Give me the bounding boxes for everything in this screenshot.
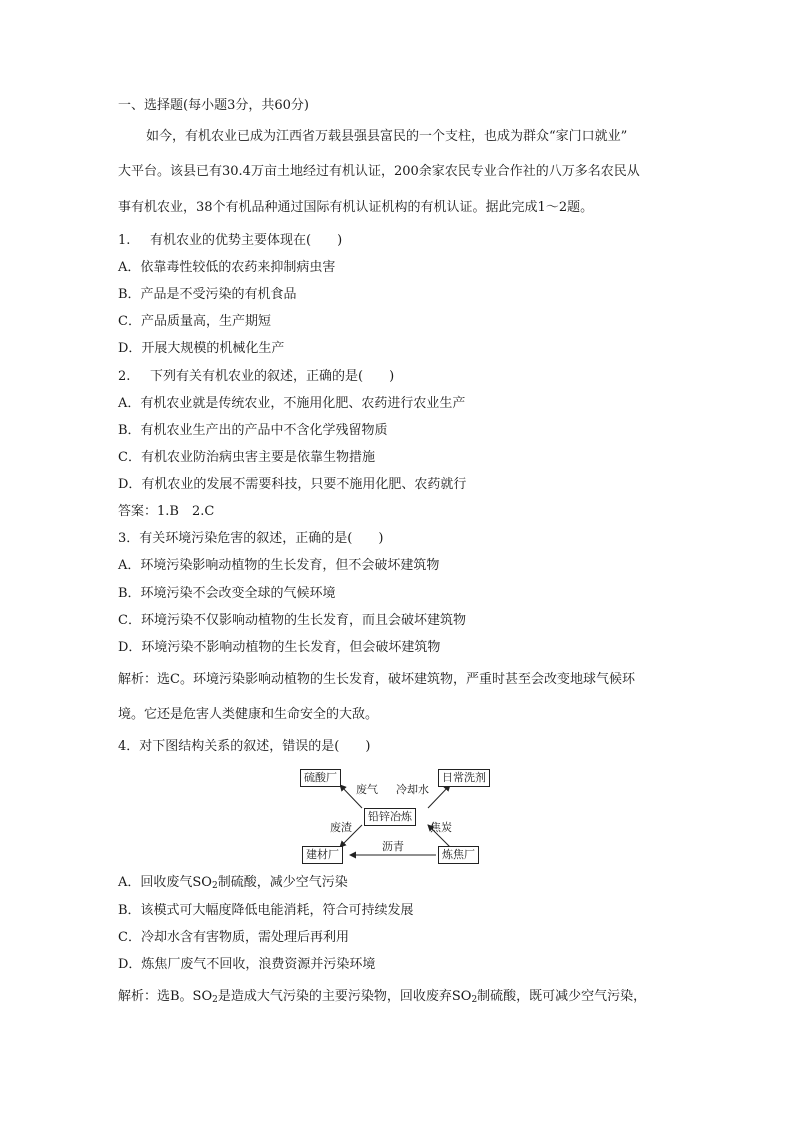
answer-1-2: 答案：1.B 2.C: [118, 504, 215, 519]
arrow-cooling-water: [428, 785, 450, 808]
q1-option-d: D．开展大规模的机械化生产: [118, 341, 285, 356]
question-4-number: 4．: [118, 739, 140, 754]
question-2: [118, 368, 394, 386]
question-3-stem: 有关环境污染危害的叙述，正确的是( ): [139, 531, 384, 546]
q3-option-b: B．环境污染不会改变全球的气候环境: [118, 586, 336, 601]
q4-option-a-rest: 制硫酸，减少空气污染: [217, 875, 348, 890]
node-daily-detergent: 日常洗剂: [438, 769, 490, 787]
node-lead-zinc-smelting: 铅锌冶炼: [364, 808, 416, 826]
q4-option-b: B．该模式可大幅度降低电能消耗，符合可持续发展: [118, 903, 414, 918]
q4-option-a-subscript: 2: [211, 881, 218, 891]
label-coke: 焦炭: [430, 821, 452, 834]
q4-option-c: C．冷却水含有害物质，需处理后再利用: [118, 930, 349, 945]
q4-option-a: [118, 874, 348, 892]
question-3-number: 3．: [118, 531, 140, 546]
passage-line-1: 如今，有机农业已成为江西省万载县强县富民的一个支柱，也成为群众“家门口就业”: [146, 129, 628, 144]
section-title: 一、选择题(每小题3分，共60分): [118, 98, 309, 113]
label-cooling-water: 冷却水: [396, 783, 429, 796]
label-pitch: 沥青: [382, 840, 404, 853]
analysis-4-part-2: 是造成大气污染的主要污染物，回收废弃SO: [217, 989, 472, 1004]
q1-option-c: C．产品质量高，生产期短: [118, 314, 271, 329]
analysis-4-sub-2: 2: [471, 995, 478, 1005]
q4-option-d: D．炼焦厂废气不回收，浪费资源并污染环境: [118, 957, 376, 972]
node-coking-plant: 炼焦厂: [438, 846, 479, 864]
q2-option-a: A．有机农业就是传统农业，不施用化肥、农药进行农业生产: [118, 396, 466, 411]
question-1: [118, 232, 342, 250]
question-1-stem: 有机农业的优势主要体现在( ): [150, 233, 343, 248]
label-slag: 废渣: [330, 821, 352, 834]
q3-option-a: A．环境污染影响动植物的生长发育，但不会破坏建筑物: [118, 558, 440, 573]
label-waste-gas: 废气: [356, 783, 378, 796]
q1-option-b: B．产品是不受污染的有机食品: [118, 287, 297, 302]
q3-option-d: D．环境污染不影响动植物的生长发育，但会破坏建筑物: [118, 640, 441, 655]
analysis-4: [118, 988, 646, 1006]
q2-option-c: C．有机农业防治病虫害主要是依靠生物措施: [118, 450, 375, 465]
question-4-stem: 对下图结构关系的叙述，错误的是( ): [139, 739, 371, 754]
q1-option-a: A．依靠毒性较低的农药来抑制病虫害: [118, 260, 336, 275]
analysis-3-line-1: 解析：选C。环境污染影响动植物的生长发育，破坏建筑物，严重时甚至会改变地球气候环: [118, 672, 635, 687]
analysis-4-part-3: 制硫酸，既可减少空气污染，: [477, 989, 647, 1004]
analysis-4-sub-1: 2: [212, 995, 218, 1005]
q2-option-d: D．有机农业的发展不需要科技，只要不施用化肥、农药就行: [118, 477, 467, 492]
question-3: [118, 530, 383, 548]
q3-option-c: C．环境污染不仅影响动植物的生长发育，而且会破坏建筑物: [118, 613, 466, 628]
node-sulfuric-acid-plant: 硫酸厂: [300, 769, 341, 787]
analysis-4-part-1: 解析：选B。SO: [118, 989, 213, 1004]
question-1-number: 1.: [118, 233, 131, 248]
question-4: [118, 738, 370, 756]
node-building-materials-plant: 建材厂: [302, 846, 343, 864]
q2-option-b: B．有机农业生产出的产品中不含化学残留物质: [118, 423, 388, 438]
passage-line-2: 大平台。该县已有30.4万亩土地经过有机认证，200余家农民专业合作社的八万多名农民从: [118, 164, 640, 179]
structure-diagram: [300, 765, 490, 865]
question-2-number: 2.: [118, 369, 131, 384]
q4-option-a-text: A．回收废气SO: [118, 875, 212, 890]
analysis-3-line-2: 境。它还是危害人类健康和生命安全的大敌。: [118, 707, 379, 722]
passage-line-3: 事有机农业，38个有机品种通过国际有机认证机构的有机认证。据此完成1～2题。: [118, 200, 594, 215]
question-2-stem: 下列有关有机农业的叙述，正确的是( ): [150, 369, 395, 384]
